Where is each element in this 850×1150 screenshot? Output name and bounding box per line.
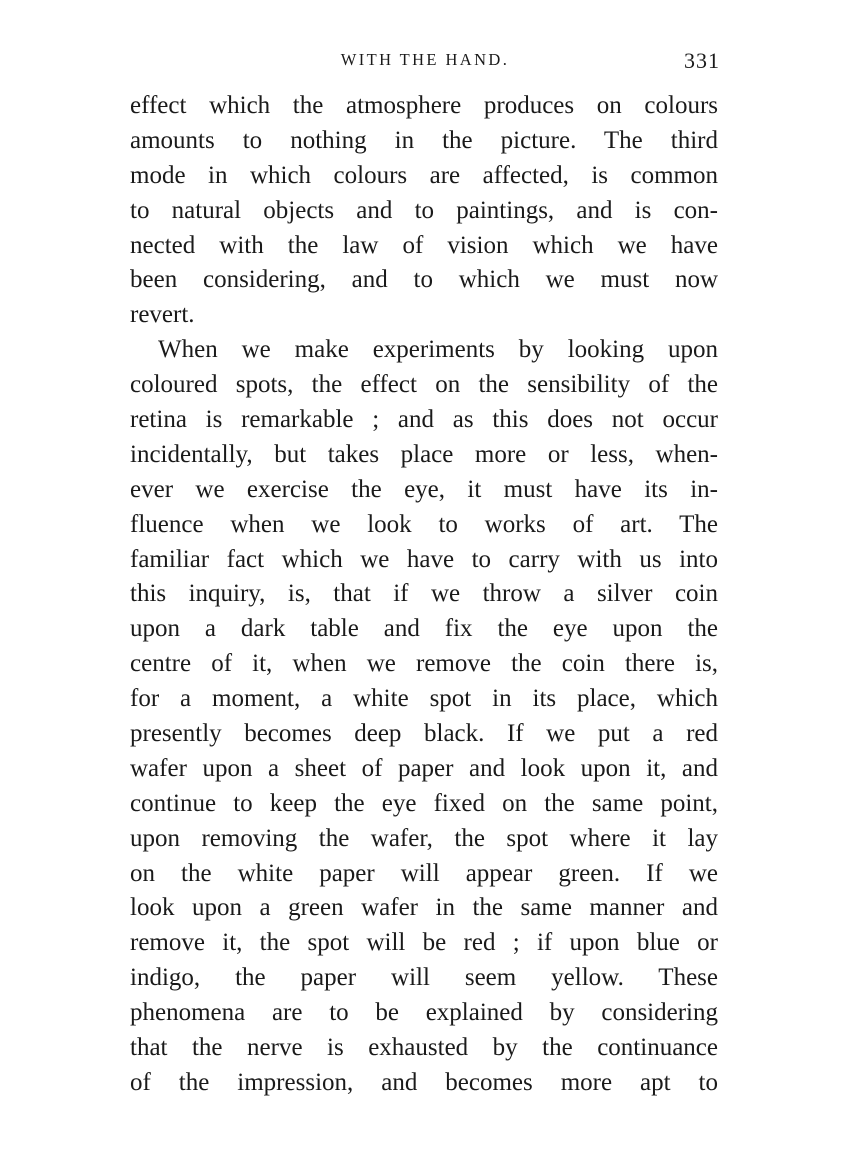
- text-line: upon removing the wafer, the spot where it lay: [130, 824, 718, 852]
- text-line: for a moment, a white spot in its place, which: [130, 685, 718, 713]
- text-line: effect which the atmosphere produces on colours: [130, 92, 718, 119]
- paragraph-end-line: revert.: [130, 301, 195, 329]
- text-line: presently becomes deep black. If we put a red: [130, 720, 718, 748]
- running-head: [130, 48, 720, 78]
- body-text: [130, 89, 718, 1101]
- text-line: been considering, and to which we must now: [130, 266, 718, 294]
- text-line: amounts to nothing in the picture. The third: [130, 126, 718, 154]
- text-line: wafer upon a sheet of paper and look upon it, and: [130, 754, 718, 782]
- text-line: mode in which colours are affected, is common: [130, 161, 718, 189]
- running-title: WITH THE HAND.: [340, 50, 510, 69]
- text-line: look upon a green wafer in the same manner and: [130, 894, 718, 922]
- text-line: coloured spots, the effect on the sensibility of the: [130, 371, 718, 399]
- text-line: upon a dark table and fix the eye upon the: [130, 615, 718, 643]
- text-line: that the nerve is exhausted by the continuance: [130, 1034, 718, 1062]
- text-line: of the impression, and becomes more apt to: [130, 1068, 718, 1096]
- text-line: to natural objects and to paintings, and is con-: [130, 196, 718, 224]
- text-line: incidentally, but takes place more or less, when-: [130, 440, 718, 468]
- text-line: fluence when we look to works of art. The: [130, 510, 718, 538]
- page-number: 331: [684, 48, 720, 73]
- text-line: familiar fact which we have to carry with us into: [130, 545, 718, 573]
- text-line: on the white paper will appear green. If we: [130, 859, 718, 887]
- text-line: ever we exercise the eye, it must have its in-: [130, 475, 718, 503]
- text-line: remove it, the spot will be red ; if upon blue or: [130, 929, 718, 957]
- text-line: nected with the law of vision which we have: [130, 231, 718, 259]
- text-line: continue to keep the eye fixed on the same point,: [130, 789, 718, 817]
- text-line: centre of it, when we remove the coin there is,: [130, 650, 718, 678]
- text-line: retina is remarkable ; and as this does not occur: [130, 406, 718, 434]
- text-line: phenomena are to be explained by considering: [130, 999, 718, 1027]
- paragraph-start-line: When we make experiments by looking upon: [158, 336, 718, 364]
- text-line: indigo, the paper will seem yellow. These: [130, 964, 718, 992]
- text-line: this inquiry, is, that if we throw a silver coin: [130, 580, 718, 608]
